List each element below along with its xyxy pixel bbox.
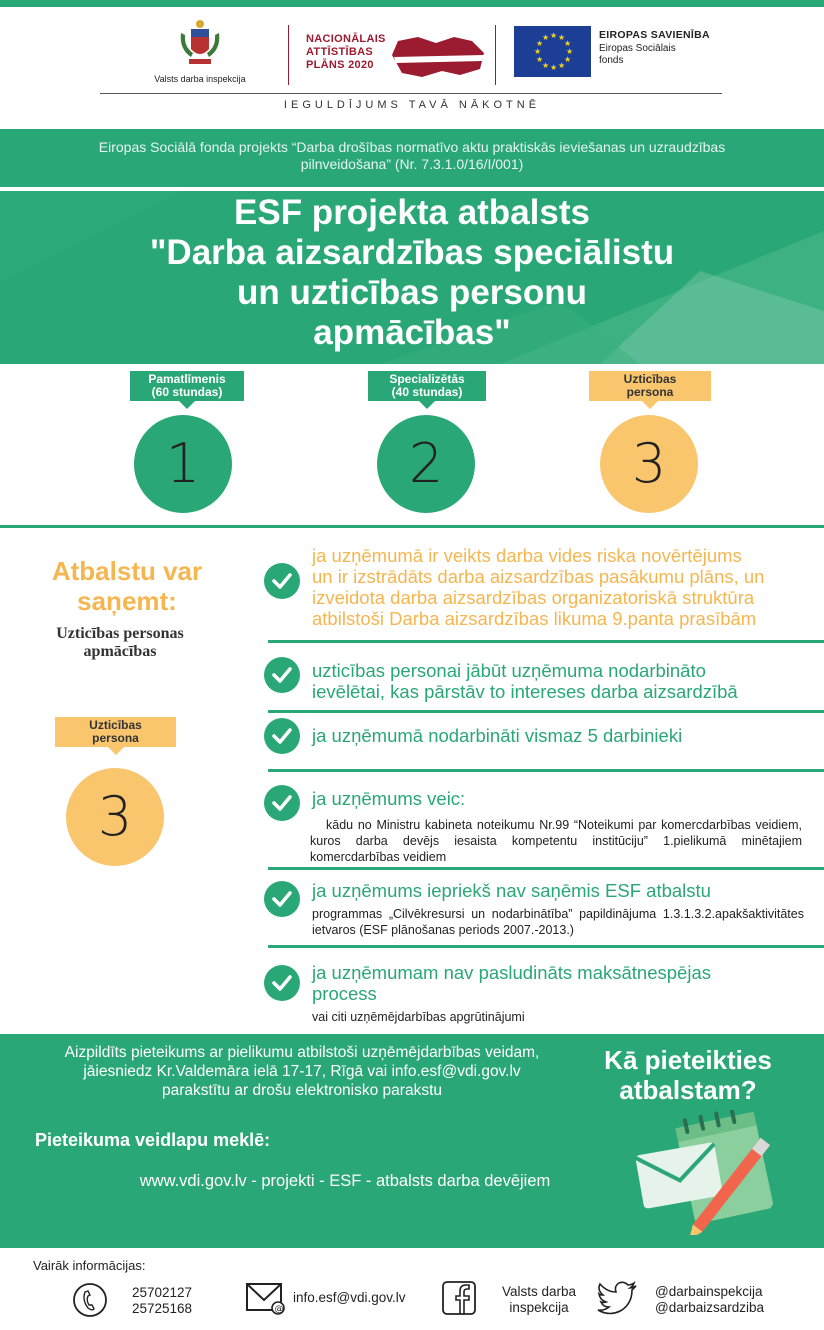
condition-divider <box>268 710 824 713</box>
eu-sub-2: fonds <box>599 55 624 66</box>
title-line-2: "Darba aizsardzības speciālistu <box>149 233 675 272</box>
condition-divider <box>268 867 824 870</box>
svg-text:★: ★ <box>550 63 558 72</box>
application-instructions: Aizpildīts pieteikums ar pielikumu atbilstoši uzņēmējdarbības veidam, jāiesniedz Kr.Valdemāra ielā 17-17, Rīgā vai info.esf@vdi.gov.lv parakstītu ar drošu elektronisko parakstu <box>64 1044 540 1099</box>
envelope-notebook-icon <box>630 1110 780 1235</box>
latvia-map-icon <box>388 33 488 79</box>
left-level-circle: 3 <box>66 768 164 866</box>
svg-text:★: ★ <box>564 39 572 48</box>
svg-text:★: ★ <box>558 33 566 42</box>
vdi-logo <box>150 19 250 84</box>
logo-divider <box>100 93 722 94</box>
twitter-handles: @darbainspekcija @darbaizsardziba <box>655 1284 765 1315</box>
condition-divider <box>268 769 824 772</box>
email-icon <box>245 1282 287 1316</box>
condition-1-text: ja uzņēmumā ir veikts darba vides riska novērtējums un ir izstrādāts darba aizsardzības pasākumu plāns, un izveidota darba aizsardzības organizatoriskā struktūra atbilstoši Darba aizsardzības likuma 9.panta prasībām <box>312 545 765 629</box>
condition-6-text: ja uzņēmumam nav pasludināts maksātnespējas process <box>312 962 711 1004</box>
levels-divider <box>0 525 824 528</box>
more-info-label: Vairāk informācijas: <box>33 1258 146 1273</box>
condition-4-detail: kādu no Ministru kabineta noteikumu Nr.99 “Noteikumi par komercdarbības veidiem, kuros darba devējs iesaista kompetentu institūciju” 1.pielikumā minētajiem komercdarbības veidiem <box>310 818 802 864</box>
vdi-name: Valsts darba inspekcija <box>154 74 246 84</box>
svg-text:★: ★ <box>542 33 550 42</box>
left-level-tag: Uzticības persona <box>55 717 176 747</box>
email-address[interactable]: info.esf@vdi.gov.lv <box>293 1290 406 1305</box>
svg-text:★: ★ <box>542 61 550 70</box>
level-2-circle: 2 <box>377 415 475 513</box>
svg-text:★: ★ <box>534 47 542 56</box>
condition-3-text: ja uzņēmumā nodarbināti vismaz 5 darbinieki <box>312 725 683 746</box>
nap-line-1: NACIONĀLAIS <box>306 33 386 45</box>
condition-2-text: uzticības personai jābūt uzņēmuma nodarbināto ievēlētai, kas pārstāv to intereses darba aizsardzībā <box>312 660 738 702</box>
form-location-label: Pieteikuma veidlapu meklē: <box>35 1130 271 1150</box>
project-text: Eiropas Sociālā fonda projekts “Darba drošības normatīvo aktu praktiskās ieviešanas un uzraudzības pilnveidošana” (Nr. 7.3.1.0/16/I/001) <box>98 139 726 172</box>
eu-logo <box>514 26 710 77</box>
svg-text:★: ★ <box>550 31 558 40</box>
form-location-url[interactable]: www.vdi.gov.lv - projekti - ESF - atbalsts darba devējiem <box>139 1172 551 1190</box>
motto: IEGULDĪJUMS TAVĀ NĀKOTNĒ <box>283 99 541 111</box>
level-3-tag: Uzticības persona <box>589 371 711 401</box>
svg-text:★: ★ <box>536 55 544 64</box>
twitter-icon <box>596 1280 638 1316</box>
title-line-1: ESF projekta atbalsts <box>234 193 590 232</box>
condition-divider <box>268 945 824 948</box>
phone-icon <box>72 1282 108 1318</box>
eu-title: EIROPAS SAVIENĪBA <box>599 29 710 41</box>
condition-4-text: ja uzņēmums veic: <box>312 788 466 809</box>
check-icon <box>264 965 300 1001</box>
logo-header <box>0 7 824 129</box>
eu-sub-1: Eiropas Sociālais <box>599 43 676 54</box>
nap-line-2: ATTĪSTĪBAS <box>306 46 373 58</box>
check-icon <box>264 881 300 917</box>
title-line-3: un uzticības personu <box>236 273 588 312</box>
facebook-icon <box>441 1280 477 1316</box>
svg-text:★: ★ <box>536 39 544 48</box>
level-1-tag: Pamatlīmenis (60 stundas) <box>130 371 244 401</box>
condition-divider <box>268 640 824 643</box>
latvia-coat-of-arms-icon <box>177 19 223 67</box>
support-subheading: Uzticības personas apmācības <box>56 625 184 660</box>
condition-5-detail: programmas „Cilvēkresursi un nodarbinātība” papildinājuma 1.3.1.3.2.apakšaktivitātes ietvaros (ESF plānošanas periods 2007.-2013.) <box>312 907 804 937</box>
level-3-circle: 3 <box>600 415 698 513</box>
main-title <box>40 193 784 353</box>
eu-flag-icon <box>514 26 591 77</box>
support-heading: Atbalstu var saņemt: <box>51 556 203 616</box>
nap-logo <box>288 25 488 87</box>
check-icon <box>264 657 300 693</box>
check-icon <box>264 785 300 821</box>
check-icon <box>264 718 300 754</box>
svg-text:@: @ <box>274 1304 284 1315</box>
condition-5-text: ja uzņēmums iepriekš nav saņēmis ESF atbalstu <box>312 880 711 901</box>
phone-numbers: 25702127 25725168 <box>132 1285 193 1316</box>
level-1-circle: 1 <box>134 415 232 513</box>
check-icon <box>264 563 300 599</box>
svg-text:★: ★ <box>566 47 574 56</box>
condition-6-detail: vai citi uzņēmējdarbības apgrūtinājumi <box>312 1010 525 1024</box>
svg-text:★: ★ <box>564 55 572 64</box>
title-line-4: apmācības" <box>313 313 511 352</box>
facebook-page: Valsts darba inspekcija <box>501 1284 577 1315</box>
how-to-apply-heading: Kā pieteikties atbalstam? <box>604 1045 772 1105</box>
top-accent-bar <box>0 0 824 7</box>
nap-line-3: PLĀNS 2020 <box>306 59 374 71</box>
svg-text:★: ★ <box>558 61 566 70</box>
level-2-tag: Specializētās (40 stundas) <box>368 371 486 401</box>
